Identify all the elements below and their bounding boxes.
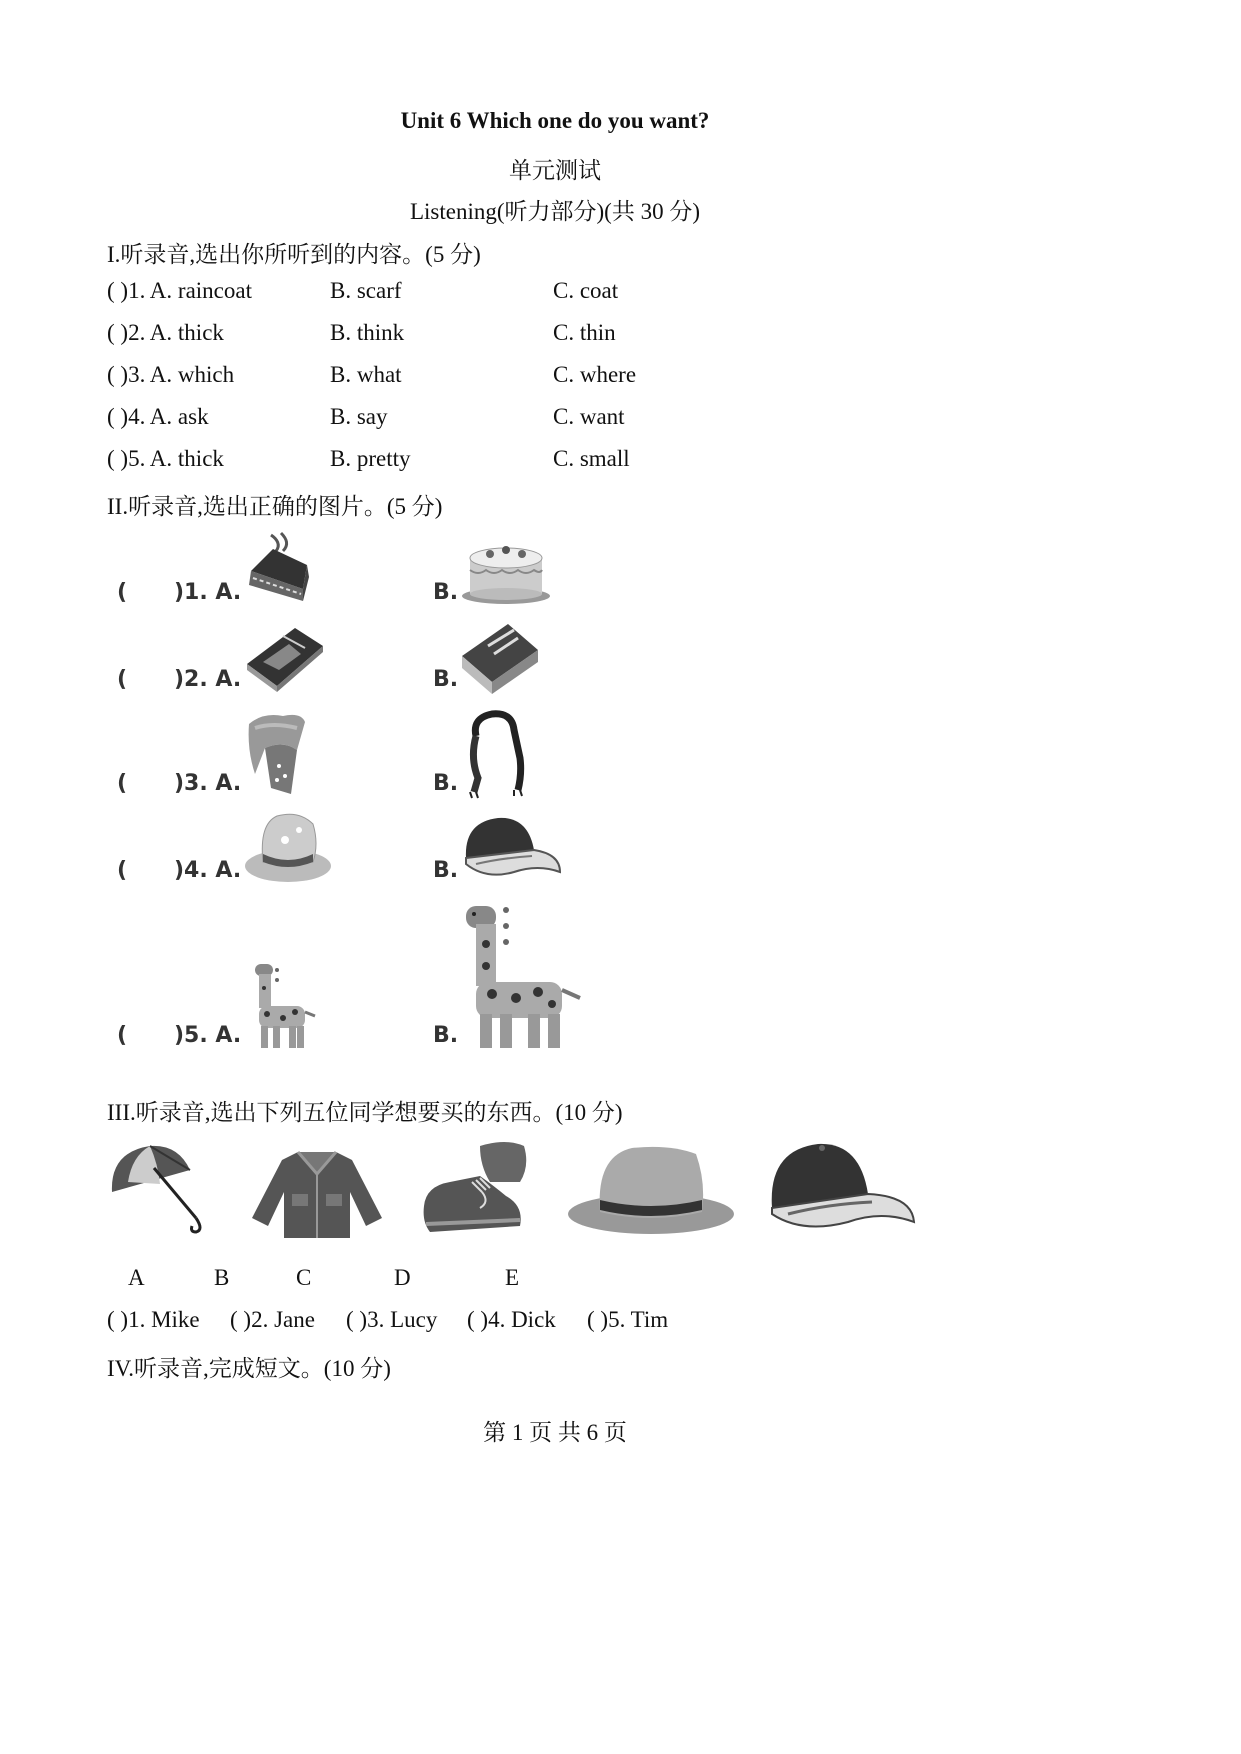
section3-heading: III.听录音,选出下列五位同学想要买的东西。(10 分) <box>107 1100 623 1125</box>
hat-icon <box>566 1142 736 1236</box>
picture-label-e: E <box>505 1265 520 1290</box>
page-footer: 第 1 页 共 6 页 <box>483 1420 627 1445</box>
thick-dictionary-icon <box>458 620 542 696</box>
s1-q1-option-a: ( )1. A. raincoat <box>107 278 252 303</box>
thin-book-icon <box>243 624 325 694</box>
s3-answer-tim: ( )5. Tim <box>587 1307 669 1332</box>
s2-q5-label: )5. A. <box>174 1023 242 1048</box>
cap-icon <box>462 814 562 882</box>
s1-q4-option-c: C. want <box>553 404 625 429</box>
page-title: Unit 6 Which one do you want? <box>400 108 710 133</box>
s1-q5-option-b: B. pretty <box>330 446 411 471</box>
section4-heading: IV.听录音,完成短文。(10 分) <box>107 1356 391 1381</box>
s3-answer-jane: ( )2. Jane <box>230 1307 315 1332</box>
s2-q2-paren: ( <box>117 667 128 692</box>
s1-q3-option-b: B. what <box>330 362 402 387</box>
picture-label-b: B <box>214 1265 230 1290</box>
small-giraffe-icon <box>243 956 319 1050</box>
picture-label-a: A <box>128 1265 145 1290</box>
s2-q2-b-label: B. <box>433 667 459 692</box>
s1-q1-option-b: B. scarf <box>330 278 402 303</box>
whole-cake-icon <box>460 540 552 606</box>
s2-q2-label: )2. A. <box>174 667 242 692</box>
s2-q1-b-label: B. <box>433 580 459 605</box>
s2-q1-label: )1. A. <box>174 580 242 605</box>
s2-q3-label: )3. A. <box>174 771 242 796</box>
s2-q4-label: )4. A. <box>174 858 242 883</box>
s1-q2-option-c: C. thin <box>553 320 616 345</box>
page-subtitle: 单元测试 <box>509 158 601 183</box>
s1-q2-option-b: B. think <box>330 320 405 345</box>
cap-icon <box>768 1138 916 1234</box>
s1-q1-option-c: C. coat <box>553 278 619 303</box>
s2-q5-paren: ( <box>117 1023 128 1048</box>
listening-heading: Listening(听力部分)(共 30 分) <box>409 199 700 224</box>
cake-slice-icon <box>243 531 313 605</box>
picture-label-c: C <box>296 1265 312 1290</box>
s2-q4-paren: ( <box>117 858 128 883</box>
s3-answer-dick: ( )4. Dick <box>467 1307 556 1332</box>
s1-q2-option-a: ( )2. A. thick <box>107 320 224 345</box>
shoes-icon <box>420 1136 532 1238</box>
s1-q5-option-a: ( )5. A. thick <box>107 446 224 471</box>
s1-q4-option-a: ( )4. A. ask <box>107 404 209 429</box>
umbrella-icon <box>108 1140 212 1234</box>
section2-heading: II.听录音,选出正确的图片。(5 分) <box>107 494 443 519</box>
section1-heading: I.听录音,选出你所听到的内容。(5 分) <box>107 242 481 267</box>
s2-q1-paren: ( <box>117 580 128 605</box>
s2-q4-b-label: B. <box>433 858 459 883</box>
s1-q5-option-c: C. small <box>553 446 630 471</box>
s2-q5-b-label: B. <box>433 1023 459 1048</box>
s2-q3-paren: ( <box>117 771 128 796</box>
s3-answer-mike: ( )1. Mike <box>107 1307 200 1332</box>
jacket-icon <box>248 1144 386 1240</box>
thin-scarf-icon <box>462 708 534 798</box>
thick-scarf-icon <box>243 710 313 798</box>
s3-answer-lucy: ( )3. Lucy <box>346 1307 438 1332</box>
s1-q3-option-c: C. where <box>553 362 637 387</box>
picture-label-d: D <box>394 1265 411 1290</box>
big-giraffe-icon <box>462 896 586 1050</box>
s2-q3-b-label: B. <box>433 771 459 796</box>
s1-q3-option-a: ( )3. A. which <box>107 362 235 387</box>
hat-icon <box>243 810 333 884</box>
s1-q4-option-b: B. say <box>330 404 388 429</box>
